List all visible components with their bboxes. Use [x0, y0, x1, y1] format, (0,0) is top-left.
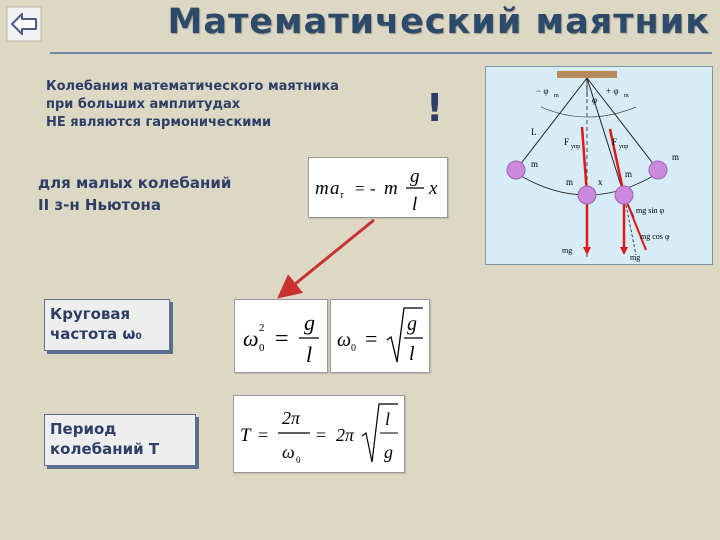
- small-osc-line: II з-н Ньютона: [38, 196, 162, 214]
- label-L: L: [531, 127, 537, 137]
- label-line: Период: [50, 420, 117, 438]
- label-mg-left: mg: [562, 246, 573, 255]
- equals-sign: =: [365, 326, 378, 351]
- label-line: Круговая: [50, 305, 131, 323]
- omega-sub: 0: [296, 455, 301, 465]
- label-mg-cos: mg cos φ: [640, 232, 670, 241]
- label-mg-sin: mg sin φ: [636, 206, 665, 215]
- string-right: [587, 78, 658, 170]
- angular-frequency-label: [44, 299, 170, 351]
- pointer-arrow: [270, 215, 380, 305]
- label-mg-right: mg: [630, 253, 641, 262]
- fraction-g: g: [304, 310, 315, 335]
- formula-m: m: [315, 178, 329, 199]
- label-F-left-sub: упр: [571, 144, 581, 150]
- label-plus-phi-sub: m: [624, 93, 629, 99]
- newton-formula: [308, 157, 448, 218]
- two-pi-coef: 2π: [336, 425, 355, 445]
- equals-sign: =: [275, 326, 289, 352]
- formula-l: l: [412, 194, 418, 215]
- period-label: [44, 414, 196, 466]
- label-x: x: [598, 177, 603, 187]
- string-left: [516, 78, 587, 170]
- bob-right: [649, 161, 667, 179]
- formula-tau: τ: [340, 190, 344, 201]
- root-l: l: [385, 409, 391, 429]
- root-g: g: [384, 442, 393, 462]
- intro-line: НЕ являются гармоническими: [46, 115, 272, 130]
- label-m-right: m: [672, 152, 680, 162]
- label-minus-phi: − φ: [536, 86, 549, 96]
- force-elastic-left: [582, 127, 587, 195]
- fraction-l: l: [409, 343, 415, 365]
- back-arrow-icon: [6, 6, 42, 42]
- formula-minus: -: [370, 179, 376, 198]
- label-m-center: m: [566, 177, 574, 187]
- exclamation-mark: !: [426, 86, 444, 130]
- small-oscillations-text: [38, 172, 231, 216]
- period-formula: [233, 395, 405, 473]
- omega-symbol: ω: [337, 329, 352, 351]
- omega-root-formula: [330, 299, 430, 373]
- label-plus-phi: + φ: [606, 86, 619, 96]
- label-m-left: m: [531, 159, 539, 169]
- fraction-l: l: [306, 342, 313, 367]
- omega-symbol: ω: [282, 442, 295, 462]
- formula-x: x: [429, 178, 438, 199]
- omega-symbol: ω: [243, 326, 259, 351]
- formula-eq: =: [355, 179, 365, 198]
- title-divider: [50, 52, 712, 54]
- bob-center: [578, 186, 596, 204]
- label-m-bob: m: [625, 169, 633, 179]
- label-F-right-sub: упр: [619, 144, 629, 150]
- angle-arc: [541, 107, 636, 117]
- intro-text: [46, 78, 339, 132]
- omega-sup: 2: [259, 322, 265, 334]
- equals-sign: =: [258, 425, 269, 445]
- label-line: частота ω₀: [50, 325, 142, 343]
- period-T: T: [240, 425, 251, 446]
- formula-a: a: [330, 178, 340, 199]
- bob-displaced: [615, 186, 633, 204]
- fraction-g: g: [407, 313, 417, 335]
- page-title: Математический маятник: [167, 2, 710, 42]
- ceiling-mount: [557, 71, 617, 78]
- omega-sub: 0: [351, 343, 356, 354]
- small-osc-line: для малых колебаний: [38, 174, 232, 192]
- two-pi-num: 2π: [282, 408, 301, 428]
- pendulum-diagram: [485, 66, 713, 265]
- intro-line: Колебания математического маятника: [46, 79, 339, 94]
- label-F-right: F: [612, 137, 618, 147]
- label-minus-phi-sub: m: [554, 93, 559, 99]
- label-F-left: F: [564, 137, 570, 147]
- omega-squared-formula: [234, 299, 328, 373]
- label-line: колебаний Т: [50, 440, 160, 458]
- equals-sign-2: =: [316, 425, 327, 445]
- label-phi: φ: [592, 95, 597, 105]
- bob-left: [507, 161, 525, 179]
- back-button[interactable]: [6, 6, 42, 42]
- intro-line: при больших амплитудах: [46, 97, 241, 112]
- formula-m2: m: [384, 178, 398, 199]
- omega-sub: 0: [259, 342, 265, 354]
- formula-g: g: [410, 166, 420, 187]
